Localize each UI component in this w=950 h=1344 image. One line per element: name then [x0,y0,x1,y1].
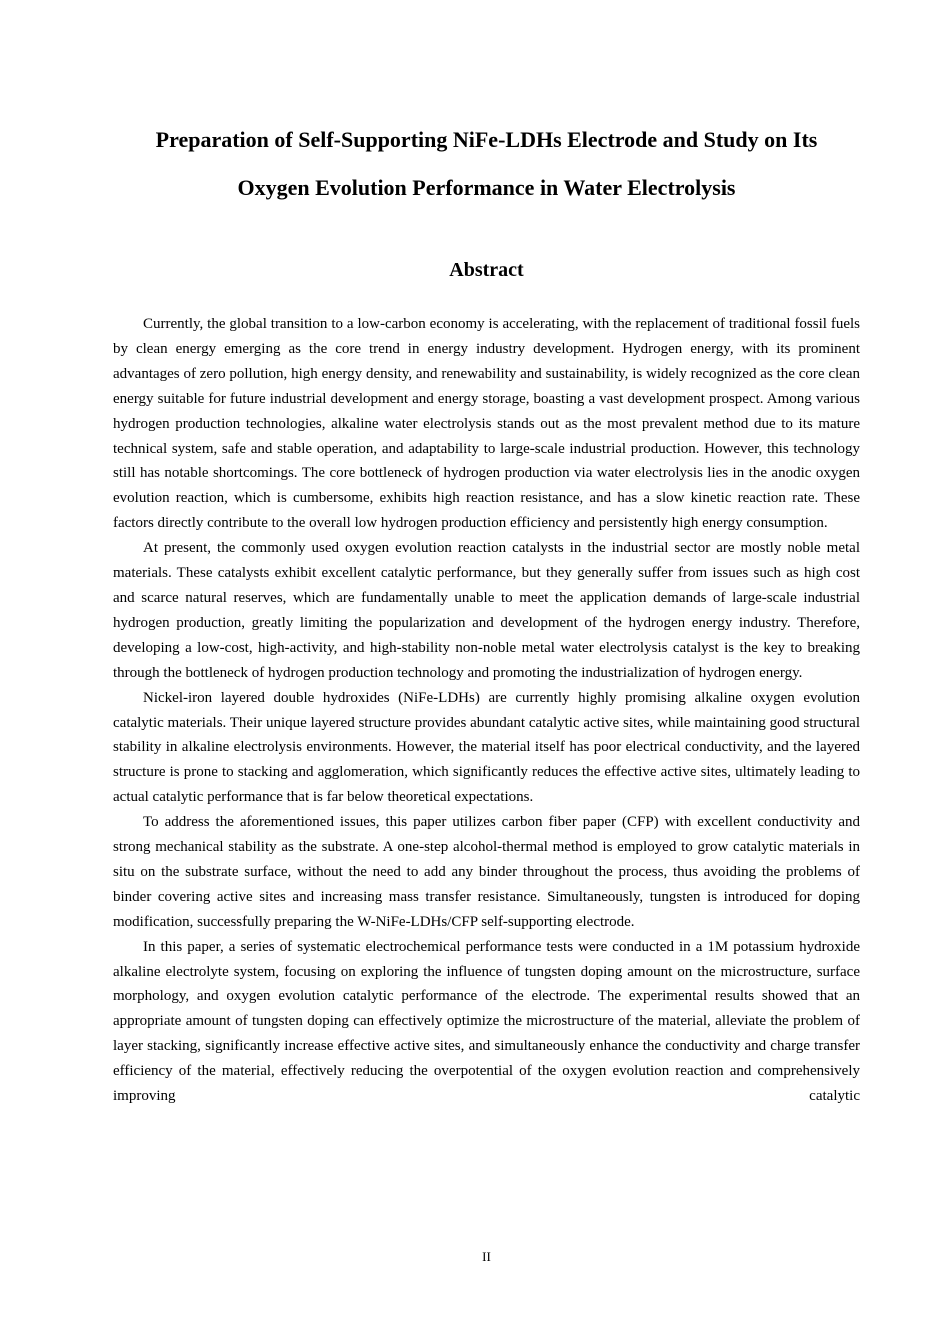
abstract-heading: Abstract [449,259,524,281]
abstract-paragraph-2: At present, the commonly used oxygen evolution reaction catalysts in the industrial sector are mostly noble metal materials. These catalysts exhibit excellent catalytic performance, but they generally suffer from issues such as high cost and scarce natural reserves, which are fundamentally unable to meet the application demands of large-scale industrial hydrogen production, greatly limiting the popularization and development of the hydrogen energy industry. Therefore, developing a low-cost, high-activity, and high-stability non-noble metal water electrolysis catalyst is the key to breaking through the bottleneck of hydrogen production technology and promoting the industrialization of hydrogen energy. [113,540,860,681]
title-line-2: Oxygen Evolution Performance in Water Electrolysis [237,175,736,200]
abstract-paragraph-1: Currently, the global transition to a low-carbon economy is accelerating, with the replacement of traditional fossil fuels by clean energy emerging as the core trend in energy industry development. Hydrogen energy, with its prominent advantages of zero pollution, high energy density, and renewability and sustainability, is widely recognized as the core clean energy suitable for future industrial development and energy storage, boasting a vast development prospect. Among various hydrogen production technologies, alkaline water electrolysis stands out as the most prevalent method due to its mature technical system, safe and stable operation, and adaptability to large-scale industrial production. However, this technology still has notable shortcomings. The core bottleneck of hydrogen production via water electrolysis lies in the anodic oxygen evolution reaction, which is cumbersome, exhibits high reaction resistance, and has a slow kinetic reaction rate. These factors directly contribute to the overall low hydrogen production efficiency and persistently high energy consumption. [113,316,860,532]
title-line-1: Preparation of Self-Supporting NiFe-LDHs Electrode and Study on Its [155,127,818,152]
abstract-paragraph-4: To address the aforementioned issues, this paper utilizes carbon fiber paper (CFP) with excellent conductivity and strong mechanical stability as the substrate. A one-step alcohol-thermal method is employed to grow catalytic materials in situ on the substrate surface, without the need to add any binder throughout the process, thus avoiding the problems of binder covering active sites and increasing mass transfer resistance. Simultaneously, tungsten is introduced for doping modification, successfully preparing the W-NiFe-LDHs/CFP self-supporting electrode. [113,814,860,930]
abstract-body [113,312,860,1109]
abstract-paragraph-3: Nickel-iron layered double hydroxides (NiFe-LDHs) are currently highly promising alkaline oxygen evolution catalytic materials. Their unique layered structure provides abundant catalytic active sites, while maintaining good structural stability in alkaline electrolysis environments. However, the material itself has poor electrical conductivity, and the layered structure is prone to stacking and agglomeration, which significantly reduces the effective active sites, ultimately leading to actual catalytic performance that is far below theoretical expectations. [113,689,860,806]
page-number: II [482,1249,491,1264]
abstract-paragraph-5: In this paper, a series of systematic electrochemical performance tests were conducted in a 1M potassium hydroxide alkaline electrolyte system, focusing on exploring the influence of tungsten doping amount on the microstructure, surface morphology, and oxygen evolution catalytic performance of the electrode. The experimental results showed that an appropriate amount of tungsten doping can effectively optimize the microstructure of the material, alleviate the problem of layer stacking, significantly increase effective active sites, and simultaneously enhance the conductivity and charge transfer efficiency of the material, effectively reducing the overpotential of the oxygen evolution reaction and comprehensively improving catalytic [113,938,860,1105]
